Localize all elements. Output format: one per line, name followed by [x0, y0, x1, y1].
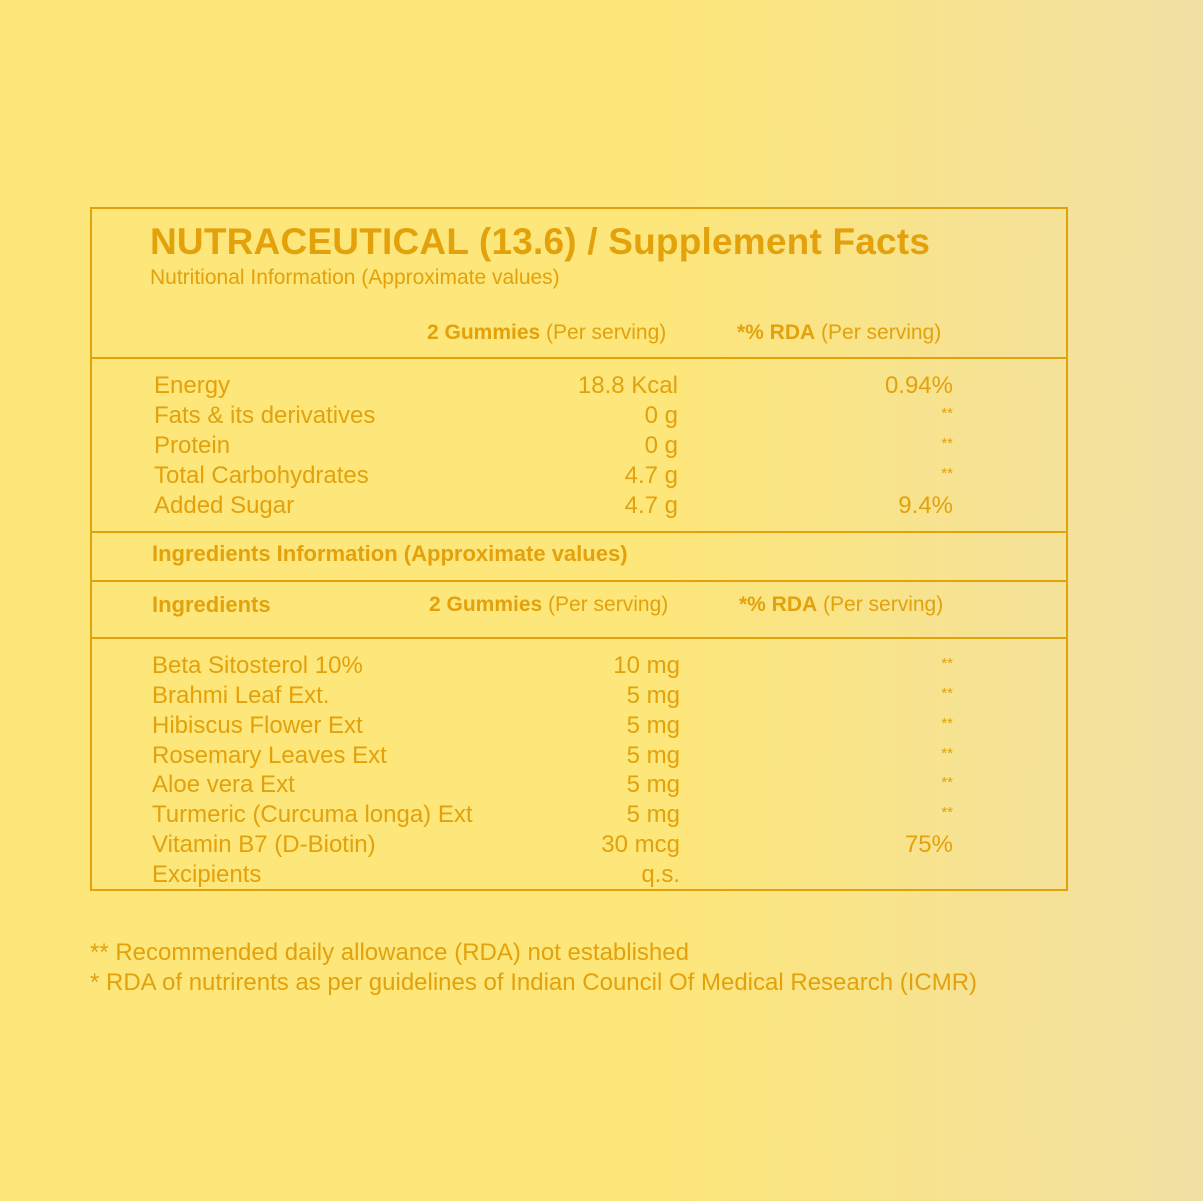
table-row [92, 652, 1066, 682]
row-amount: 18.8 Kcal [577, 372, 678, 399]
rda-header-rest: (Per serving) [817, 593, 944, 616]
row-name: Protein [154, 432, 231, 459]
table-row [92, 742, 1066, 772]
ingredients-name-header: Ingredients [152, 592, 271, 617]
ingredients-rda-header [739, 594, 943, 615]
row-amount: 5 mg [626, 682, 680, 709]
supplement-facts-panel [90, 207, 1068, 891]
ingredients-amount-header [429, 594, 668, 615]
divider [92, 357, 1066, 359]
row-name: Turmeric (Curcuma longa) Ext [152, 801, 473, 828]
amount-header-rest: (Per serving) [540, 321, 667, 344]
row-amount: q.s. [641, 861, 680, 888]
row-name: Total Carbohydrates [154, 462, 369, 489]
row-rda: 0.94% [884, 372, 953, 399]
row-rda: ** [941, 774, 953, 791]
row-rda: ** [941, 465, 953, 482]
table-row [92, 712, 1066, 742]
row-name: Excipients [152, 861, 262, 888]
row-rda: ** [941, 745, 953, 762]
table-row [92, 771, 1066, 801]
row-rda: ** [941, 655, 953, 672]
rda-header-bold: *% RDA [739, 593, 818, 616]
row-name: Beta Sitosterol 10% [152, 652, 363, 679]
table-row [92, 462, 1066, 492]
table-row [92, 492, 1066, 522]
row-amount: 4.7 g [624, 462, 678, 489]
row-amount: 4.7 g [624, 492, 678, 519]
nutrition-subtitle: Nutritional Information (Approximate values) [150, 266, 560, 289]
table-row [92, 372, 1066, 402]
row-rda: ** [941, 685, 953, 702]
nutrition-rda-header [737, 322, 941, 343]
rda-header-rest: (Per serving) [815, 321, 942, 344]
row-rda: ** [941, 435, 953, 452]
row-rda: ** [941, 715, 953, 732]
table-row [92, 801, 1066, 831]
row-name: Aloe vera Ext [152, 771, 295, 798]
row-amount: 5 mg [626, 771, 680, 798]
row-amount: 5 mg [626, 801, 680, 828]
table-row [92, 682, 1066, 712]
row-name: Hibiscus Flower Ext [152, 712, 363, 739]
page-title: NUTRACEUTICAL (13.6) / Supplement Facts [150, 221, 931, 262]
divider [92, 580, 1066, 582]
amount-header-rest: (Per serving) [542, 593, 669, 616]
row-rda: 9.4% [898, 492, 953, 519]
nutrition-amount-header [427, 322, 666, 343]
row-amount: 5 mg [626, 712, 680, 739]
divider [92, 531, 1066, 533]
row-name: Fats & its derivatives [154, 402, 376, 429]
row-name: Energy [154, 372, 231, 399]
row-amount: 30 mcg [601, 831, 680, 858]
row-name: Brahmi Leaf Ext. [152, 682, 330, 709]
row-name: Added Sugar [154, 492, 295, 519]
row-amount: 10 mg [613, 652, 680, 679]
amount-header-bold: 2 Gummies [429, 593, 543, 616]
row-amount: 5 mg [626, 742, 680, 769]
row-amount: 0 g [644, 432, 678, 459]
ingredients-section-title: Ingredients Information (Approximate values) [152, 541, 628, 566]
table-row [92, 861, 1066, 891]
rda-header-bold: *% RDA [737, 321, 816, 344]
row-amount: 0 g [644, 402, 678, 429]
table-row [92, 432, 1066, 462]
divider [92, 637, 1066, 639]
row-rda: ** [941, 804, 953, 821]
footnote-rda-not-established: ** Recommended daily allowance (RDA) not established [90, 939, 689, 966]
row-name: Vitamin B7 (D-Biotin) [152, 831, 376, 858]
row-rda: ** [941, 405, 953, 422]
amount-header-bold: 2 Gummies [427, 321, 541, 344]
row-name: Rosemary Leaves Ext [152, 742, 387, 769]
table-row [92, 831, 1066, 861]
row-rda: 75% [904, 831, 953, 858]
footnote-icmr: * RDA of nutrirents as per guidelines of Indian Council Of Medical Research (ICMR) [90, 969, 978, 996]
table-row [92, 402, 1066, 432]
